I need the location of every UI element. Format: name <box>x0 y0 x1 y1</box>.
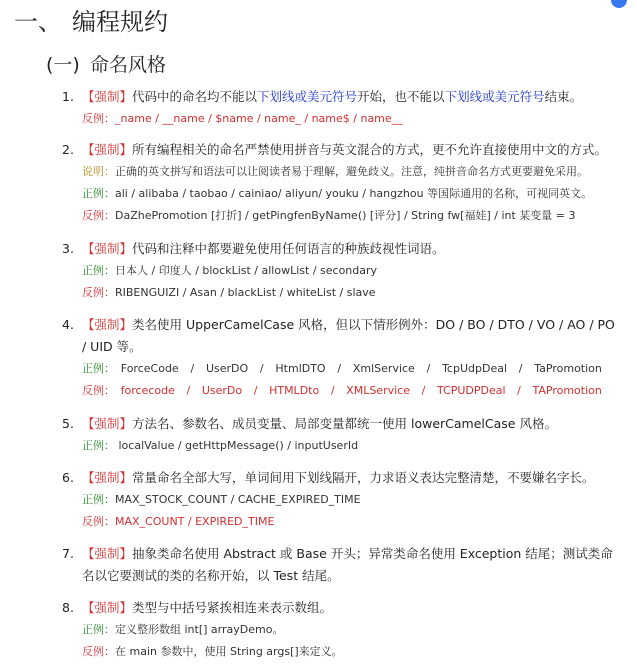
rule-text-part: 抽象类命名使用 Abstract 或 Base 开头；异常类命名使用 Exception 结尾；测试类命名以它要测试的类的名称开始，以 Test 结尾。 <box>82 546 613 583</box>
rule-text-part: 结束。 <box>544 89 583 104</box>
counter-example <box>62 380 602 402</box>
example-token: TcpUdpDeal <box>442 362 508 375</box>
positive-example-label: 正例： <box>82 439 115 452</box>
rule-text-part: 开始，也不能以 <box>357 89 445 104</box>
counter-example-label: 反例： <box>82 384 115 397</box>
rule-tag: 【强制】 <box>82 89 133 104</box>
rule-text <box>62 413 622 435</box>
example-separator: / <box>186 384 191 397</box>
rule-7 <box>62 543 622 587</box>
rule-tag: 【强制】 <box>82 416 133 431</box>
example-token: TCPUDPDeal <box>436 384 506 397</box>
rule-text <box>62 543 622 587</box>
example-separator: / <box>259 362 264 375</box>
rule-number: 6. <box>62 470 74 485</box>
rule-text-part: 类名使用 UpperCamelCase 风格，但以下情形例外：DO / BO / DTO / VO / AO / PO / UID 等。 <box>82 317 615 354</box>
example-token: forcecode <box>120 384 175 397</box>
rule-tag: 【强制】 <box>82 241 133 256</box>
counter-example-label: 反例： <box>82 645 115 658</box>
rule-text <box>62 86 622 108</box>
counter-example-text: _name / __name / $name / name_ / name$ / name__ <box>115 112 403 125</box>
positive-example <box>62 489 622 511</box>
rule-tag: 【强制】 <box>82 600 133 615</box>
counter-example-text: MAX_COUNT / EXPIRED_TIME <box>115 515 275 528</box>
note <box>62 161 622 183</box>
example-token: UserDO <box>205 362 249 375</box>
positive-example-text: localValue / getHttpMessage() / inputUserId <box>115 439 359 452</box>
positive-example-text: ali / alibaba / taobao / cainiao/ aliyun/ youku / hangzhou 等国际通用的名称，可视同英文。 <box>115 187 593 200</box>
rule-tag: 【强制】 <box>82 142 133 157</box>
positive-example-text: 定义整形数组 int[] arrayDemo。 <box>115 623 284 636</box>
highlight-text: 下划线或美元符号 <box>444 89 545 104</box>
rule-5 <box>62 413 622 457</box>
positive-example <box>62 435 622 457</box>
example-separator: / <box>190 362 195 375</box>
subsection-title: 命名风格 <box>90 54 167 76</box>
positive-example <box>62 358 602 380</box>
counter-example <box>62 641 622 663</box>
positive-example <box>62 260 622 282</box>
rule-text <box>62 314 622 358</box>
rule-tag: 【强制】 <box>82 546 133 561</box>
counter-example-text: RIBENGUIZI / Asan / blackList / whiteList / slave <box>115 286 376 299</box>
rule-number: 5. <box>62 416 74 431</box>
rule-number: 4. <box>62 317 74 332</box>
subsection-number: (一) <box>46 54 80 76</box>
note-label: 说明： <box>82 165 115 178</box>
subsection-heading <box>46 50 166 77</box>
rule-number: 8. <box>62 600 74 615</box>
positive-example-label: 正例： <box>82 493 115 506</box>
rule-text-part: 所有编程相关的命名严禁使用拼音与英文混合的方式，更不允许直接使用中文的方式。 <box>132 142 608 157</box>
counter-example-text: DaZhePromotion [打折] / getPingfenByName() [评分] / String fw[福娃] / int 某变量 = 3 <box>115 209 576 222</box>
example-separator: / <box>517 384 521 397</box>
example-separator: / <box>518 362 523 375</box>
rule-text-part: 代码和注释中都要避免使用任何语言的种族歧视性词语。 <box>132 241 445 256</box>
positive-example-label: 正例： <box>82 362 115 375</box>
rule-text <box>62 467 622 489</box>
counter-example <box>62 282 622 304</box>
rule-tag: 【强制】 <box>82 470 133 485</box>
positive-example <box>62 619 622 641</box>
section-number: 一、 <box>14 8 62 36</box>
example-separator: / <box>421 384 426 397</box>
rule-text <box>62 238 622 260</box>
example-token: TAPromotion <box>532 384 602 397</box>
example-token: UserDo <box>201 384 243 397</box>
example-separator: / <box>253 384 258 397</box>
rule-number: 7. <box>62 546 74 561</box>
rule-text-part: 代码中的命名均不能以 <box>132 89 258 104</box>
counter-example-label: 反例： <box>82 515 115 528</box>
rule-4 <box>62 314 622 402</box>
rule-1 <box>62 86 622 130</box>
positive-example-label: 正例： <box>82 264 115 277</box>
rule-text-part: 常量命名全部大写，单词间用下划线隔开，力求语义表达完整清楚，不要嫌名字长。 <box>132 470 595 485</box>
rule-tag: 【强制】 <box>82 317 133 332</box>
counter-example <box>62 108 622 130</box>
rule-text <box>62 139 622 161</box>
rule-number: 3. <box>62 241 74 256</box>
counter-example-label: 反例： <box>82 112 115 125</box>
example-token: HTMLDto <box>269 384 320 397</box>
positive-example-label: 正例： <box>82 187 115 200</box>
rule-6 <box>62 467 622 533</box>
example-token: HtmlDTO <box>275 362 326 375</box>
rule-text <box>62 597 622 619</box>
rule-8 <box>62 597 622 663</box>
note-text: 正确的英文拼写和语法可以让阅读者易于理解，避免歧义。注意，纯拼音命名方式更要避免采用。 <box>115 165 588 178</box>
counter-example-label: 反例： <box>82 209 115 222</box>
example-token: TaPromotion <box>534 362 602 375</box>
rule-number: 2. <box>62 142 74 157</box>
corner-badge-dot <box>611 0 627 8</box>
positive-example-label: 正例： <box>82 623 115 636</box>
rule-text-part: 类型与中括号紧挨相连来表示数组。 <box>132 600 333 615</box>
counter-example-label: 反例： <box>82 286 115 299</box>
example-token: XMLService <box>346 384 410 397</box>
section-heading <box>14 2 168 37</box>
positive-example-text: MAX_STOCK_COUNT / CACHE_EXPIRED_TIME <box>115 493 361 506</box>
counter-example <box>62 511 622 533</box>
counter-example <box>62 205 622 227</box>
example-token: XmlService <box>352 362 415 375</box>
rule-number: 1. <box>62 89 74 104</box>
rule-2 <box>62 139 622 227</box>
example-separator: / <box>337 362 342 375</box>
rule-text-part: 方法名、参数名、成员变量、局部变量都统一使用 lowerCamelCase 风格。 <box>132 416 557 431</box>
highlight-text: 下划线或美元符号 <box>257 89 358 104</box>
example-separator: / <box>330 384 335 397</box>
example-separator: / <box>426 362 431 375</box>
positive-example-text: 日本人 / 印度人 / blockList / allowList / secondary <box>115 264 378 277</box>
counter-example-text: 在 main 参数中，使用 String args[]来定义。 <box>115 645 343 658</box>
rule-3 <box>62 238 622 304</box>
section-title: 编程规约 <box>72 8 168 36</box>
positive-example <box>62 183 622 205</box>
example-token: ForceCode <box>120 362 179 375</box>
